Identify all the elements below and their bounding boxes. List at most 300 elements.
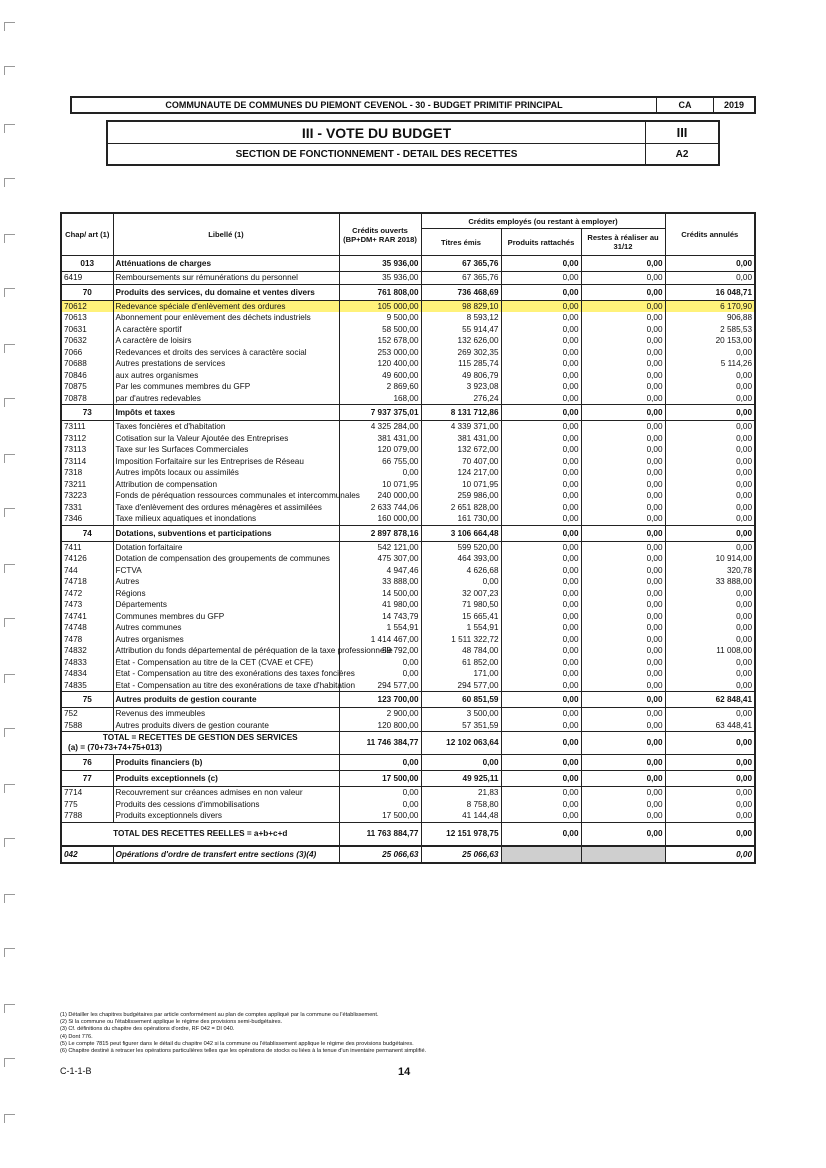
amount-produits: 0,00: [501, 490, 581, 502]
account-label: Taxes foncières et d'habitation: [113, 421, 339, 433]
amount-ouverts: 542 121,00: [339, 541, 421, 553]
account-code: 7411: [61, 541, 113, 553]
account-code: 6419: [61, 272, 113, 285]
binder-mark: [4, 288, 15, 297]
amount-titres: 48 784,00: [421, 645, 501, 657]
amount-restes: 0,00: [581, 771, 665, 787]
account-code: 70631: [61, 324, 113, 336]
amount-annules: 0,00: [665, 634, 755, 646]
account-label: Cotisation sur la Valeur Ajoutée des Entreprises: [113, 433, 339, 445]
account-label: Remboursements sur rémunérations du personnel: [113, 272, 339, 285]
amount-titres: 8 131 712,86: [421, 405, 501, 421]
amount-restes: 0,00: [581, 720, 665, 732]
table-row: [61, 513, 755, 525]
amount-produits: 0,00: [501, 381, 581, 393]
amount-annules: 0,00: [665, 444, 755, 456]
amount-titres: 67 365,76: [421, 256, 501, 272]
amount-restes: 0,00: [581, 565, 665, 577]
amount-restes: 0,00: [581, 599, 665, 611]
amount-annules: 0,00: [665, 405, 755, 421]
amount-titres: 32 007,23: [421, 588, 501, 600]
budget-title: COMMUNAUTE DE COMMUNES DU PIEMONT CEVENOL - 30 - BUDGET PRIMITIF PRINCIPAL: [165, 100, 563, 110]
table-row: [61, 553, 755, 565]
account-code: 73: [61, 405, 113, 421]
amount-restes: 0,00: [581, 822, 665, 846]
amount-restes: 0,00: [581, 467, 665, 479]
table-row: [61, 433, 755, 445]
amount-ouverts: 10 071,95: [339, 479, 421, 491]
amount-titres: 464 393,00: [421, 553, 501, 565]
amount-ouverts: 4 325 284,00: [339, 421, 421, 433]
amount-restes: 0,00: [581, 312, 665, 324]
account-code: 74834: [61, 668, 113, 680]
account-label: Taxe sur les Surfaces Commerciales: [113, 444, 339, 456]
amount-restes: 0,00: [581, 732, 665, 755]
table-row: [61, 272, 755, 285]
account-code: 74748: [61, 622, 113, 634]
amount-ouverts: 11 763 884,77: [339, 822, 421, 846]
amount-annules: 0,00: [665, 755, 755, 771]
amount-restes: 0,00: [581, 553, 665, 565]
footnote: (4) Dont 776.: [60, 1033, 93, 1040]
amount-restes: 0,00: [581, 421, 665, 433]
amount-titres: 2 651 828,00: [421, 502, 501, 514]
amount-restes: 0,00: [581, 622, 665, 634]
account-label: Atténuations de charges: [113, 256, 339, 272]
amount-titres: 1 554,91: [421, 622, 501, 634]
amount-restes: 0,00: [581, 335, 665, 347]
amount-restes: 0,00: [581, 444, 665, 456]
amount-ouverts: 294 577,00: [339, 680, 421, 692]
account-label: Fonds de péréquation ressources communales et intercommunales: [113, 490, 339, 502]
amount-produits: 0,00: [501, 370, 581, 382]
amount-annules: 0,00: [665, 513, 755, 525]
amount-ouverts: 35 936,00: [339, 272, 421, 285]
account-code: 7473: [61, 599, 113, 611]
amount-restes: 0,00: [581, 541, 665, 553]
total-label: [61, 822, 339, 846]
amount-annules: 0,00: [665, 732, 755, 755]
account-code: 7588: [61, 720, 113, 732]
amount-produits: 0,00: [501, 433, 581, 445]
amount-annules: 0,00: [665, 502, 755, 514]
table-row: [61, 810, 755, 822]
table-row: [61, 576, 755, 588]
amount-produits: 0,00: [501, 405, 581, 421]
account-label: Attribution du fonds départemental de péréquation de la taxe professionnelle: [113, 645, 339, 657]
amount-produits: 0,00: [501, 456, 581, 468]
account-label: Produits financiers (b): [113, 755, 339, 771]
account-label: Autres: [113, 576, 339, 588]
binder-mark: [4, 22, 15, 31]
table-row: [61, 421, 755, 433]
amount-produits: [501, 846, 581, 863]
amount-annules: 0,00: [665, 541, 755, 553]
amount-produits: 0,00: [501, 771, 581, 787]
account-code: 74718: [61, 576, 113, 588]
amount-titres: 171,00: [421, 668, 501, 680]
amount-ouverts: 475 307,00: [339, 553, 421, 565]
amount-titres: 3 500,00: [421, 708, 501, 720]
amount-titres: 70 407,00: [421, 456, 501, 468]
amount-annules: 33 888,00: [665, 576, 755, 588]
amount-ouverts: 2 869,60: [339, 381, 421, 393]
account-label: Départements: [113, 599, 339, 611]
table-row: [61, 799, 755, 811]
amount-ouverts: 120 800,00: [339, 720, 421, 732]
amount-produits: 0,00: [501, 513, 581, 525]
col-titres: Titres émis: [421, 229, 501, 256]
col-produits: Produits rattachés: [501, 229, 581, 256]
amount-restes: 0,00: [581, 456, 665, 468]
amount-annules: 0,00: [665, 611, 755, 623]
table-row: [61, 657, 755, 669]
amount-ouverts: 1 414 467,00: [339, 634, 421, 646]
amount-produits: 0,00: [501, 657, 581, 669]
amount-titres: 41 144,48: [421, 810, 501, 822]
amount-ouverts: 253 000,00: [339, 347, 421, 359]
amount-annules: 6 170,90: [665, 300, 755, 312]
amount-produits: 0,00: [501, 708, 581, 720]
account-label: Taxe milieux aquatiques et inondations: [113, 513, 339, 525]
total-formula: (a) = (70+73+74+75+013): [68, 743, 163, 752]
account-label: Produits des cessions d'immobilisations: [113, 799, 339, 811]
amount-produits: 0,00: [501, 335, 581, 347]
account-label: FCTVA: [113, 565, 339, 577]
amount-titres: 15 665,41: [421, 611, 501, 623]
binder-mark: [4, 674, 15, 683]
amount-produits: 0,00: [501, 324, 581, 336]
amount-ouverts: 105 000,00: [339, 300, 421, 312]
amount-titres: 55 914,47: [421, 324, 501, 336]
amount-ouverts: 2 897 878,16: [339, 525, 421, 541]
binder-mark: [4, 344, 15, 353]
amount-titres: 98 829,10: [421, 300, 501, 312]
amount-restes: 0,00: [581, 799, 665, 811]
amount-restes: 0,00: [581, 755, 665, 771]
table-row: [61, 256, 755, 272]
table-row: [61, 611, 755, 623]
subsection-code: A2: [645, 144, 718, 165]
amount-restes: 0,00: [581, 324, 665, 336]
account-label: Revenus des immeubles: [113, 708, 339, 720]
account-code: 70688: [61, 358, 113, 370]
total-label-line: TOTAL = RECETTES DE GESTION DES SERVICES: [102, 733, 298, 742]
amount-ouverts: 66 755,00: [339, 456, 421, 468]
amount-ouverts: 123 700,00: [339, 692, 421, 708]
amount-titres: 4 626,68: [421, 565, 501, 577]
footnote: (1) Détailler les chapitres budgétaires par article conformément au plan de comptes appliqué par la commune ou l'établissement.: [60, 1012, 379, 1018]
account-label: aux autres organismes: [113, 370, 339, 382]
amount-produits: 0,00: [501, 272, 581, 285]
table-row: [61, 405, 755, 421]
amount-restes: 0,00: [581, 272, 665, 285]
amount-annules: 11 008,00: [665, 645, 755, 657]
amount-produits: 0,00: [501, 611, 581, 623]
amount-produits: 0,00: [501, 810, 581, 822]
binder-mark: [4, 784, 15, 793]
amount-annules: 0,00: [665, 433, 755, 445]
col-chap: Chap/ art (1): [61, 213, 113, 256]
account-label: Redevance spéciale d'enlèvement des ordures: [113, 300, 339, 312]
footnotes: [60, 1012, 426, 1055]
binder-mark: [4, 618, 15, 627]
amount-produits: 0,00: [501, 692, 581, 708]
amount-restes: 0,00: [581, 381, 665, 393]
account-label: Imposition Forfaitaire sur les Entreprises de Réseau: [113, 456, 339, 468]
table-row: [61, 370, 755, 382]
account-code: 73114: [61, 456, 113, 468]
account-label: Dotations, subventions et participations: [113, 525, 339, 541]
account-label: A caractère de loisirs: [113, 335, 339, 347]
amount-titres: 269 302,35: [421, 347, 501, 359]
table-row: [61, 284, 755, 300]
amount-ouverts: 11 746 384,77: [339, 732, 421, 755]
account-code: 70846: [61, 370, 113, 382]
account-code: 73112: [61, 433, 113, 445]
account-label: Autres produits de gestion courante: [113, 692, 339, 708]
amount-ouverts: 35 936,00: [339, 256, 421, 272]
amount-annules: 0,00: [665, 599, 755, 611]
amount-titres: 381 431,00: [421, 433, 501, 445]
amount-annules: 0,00: [665, 490, 755, 502]
amount-titres: 259 986,00: [421, 490, 501, 502]
amount-ouverts: 0,00: [339, 668, 421, 680]
table-row: [61, 668, 755, 680]
binder-mark: [4, 564, 15, 573]
amount-titres: 115 285,74: [421, 358, 501, 370]
amount-annules: 0,00: [665, 680, 755, 692]
amount-titres: 71 980,50: [421, 599, 501, 611]
amount-produits: 0,00: [501, 525, 581, 541]
amount-annules: 0,00: [665, 657, 755, 669]
amount-annules: 63 448,41: [665, 720, 755, 732]
amount-restes: 0,00: [581, 692, 665, 708]
amount-ouverts: 120 079,00: [339, 444, 421, 456]
amount-produits: 0,00: [501, 680, 581, 692]
account-label: Produits exceptionnels divers: [113, 810, 339, 822]
amount-produits: 0,00: [501, 393, 581, 405]
amount-restes: 0,00: [581, 588, 665, 600]
account-label: par d'autres redevables: [113, 393, 339, 405]
form-code: C-1-1-B: [60, 1066, 92, 1076]
amount-ouverts: 9 500,00: [339, 312, 421, 324]
binder-mark: [4, 838, 15, 847]
account-code: 70612: [61, 300, 113, 312]
account-code: 775: [61, 799, 113, 811]
col-credits-employes: Crédits employés (ou restant à employer): [421, 213, 665, 229]
amount-annules: 5 114,26: [665, 358, 755, 370]
amount-ouverts: 17 500,00: [339, 810, 421, 822]
table-row: [61, 846, 755, 863]
table-row: [61, 444, 755, 456]
account-label: Par les communes membres du GFP: [113, 381, 339, 393]
amount-titres: 0,00: [421, 576, 501, 588]
amount-titres: 8 593,12: [421, 312, 501, 324]
amount-titres: 276,24: [421, 393, 501, 405]
account-label: Autres prestations de services: [113, 358, 339, 370]
amount-annules: 0,00: [665, 622, 755, 634]
account-label: Etat - Compensation au titre de la CET (CVAE et CFE): [113, 657, 339, 669]
amount-ouverts: 0,00: [339, 787, 421, 799]
amount-titres: 61 852,00: [421, 657, 501, 669]
binder-mark: [4, 894, 15, 903]
table-row: [61, 565, 755, 577]
col-libelle: Libellé (1): [113, 213, 339, 256]
amount-annules: 62 848,41: [665, 692, 755, 708]
amount-produits: 0,00: [501, 668, 581, 680]
account-code: 752: [61, 708, 113, 720]
amount-restes: 0,00: [581, 393, 665, 405]
amount-ouverts: 17 500,00: [339, 771, 421, 787]
account-code: 77: [61, 771, 113, 787]
account-code: 042: [61, 846, 113, 863]
account-label: Autres organismes: [113, 634, 339, 646]
account-code: 013: [61, 256, 113, 272]
account-code: 74832: [61, 645, 113, 657]
table-row: [61, 732, 755, 755]
col-credits-annules: Crédits annulés: [665, 213, 755, 256]
section-code: III: [645, 122, 718, 143]
amount-titres: 0,00: [421, 755, 501, 771]
amount-ouverts: 14 743,79: [339, 611, 421, 623]
account-label: Etat - Compensation au titre des exonérations de taxe d'habitation: [113, 680, 339, 692]
amount-restes: 0,00: [581, 358, 665, 370]
amount-restes: 0,00: [581, 634, 665, 646]
recettes-table: [60, 212, 756, 864]
account-code: 7066: [61, 347, 113, 359]
account-code: 76: [61, 755, 113, 771]
amount-titres: 12 151 978,75: [421, 822, 501, 846]
subsection-title: SECTION DE FONCTIONNEMENT - DETAIL DES RECETTES: [235, 149, 518, 160]
table-row: [61, 708, 755, 720]
account-label: Dotation forfaitaire: [113, 541, 339, 553]
amount-annules: 0,00: [665, 467, 755, 479]
doc-type: CA: [656, 98, 713, 112]
account-code: 7318: [61, 467, 113, 479]
binder-mark: [4, 124, 15, 133]
amount-produits: 0,00: [501, 256, 581, 272]
account-label: Régions: [113, 588, 339, 600]
amount-produits: 0,00: [501, 645, 581, 657]
total-label: [61, 732, 339, 755]
table-row: [61, 381, 755, 393]
amount-annules: 0,00: [665, 393, 755, 405]
amount-titres: 1 511 322,72: [421, 634, 501, 646]
amount-ouverts: 14 500,00: [339, 588, 421, 600]
account-label: Recouvrement sur créances admises en non valeur: [113, 787, 339, 799]
amount-ouverts: 120 400,00: [339, 358, 421, 370]
account-code: 70875: [61, 381, 113, 393]
binder-mark: [4, 178, 15, 187]
table-row: [61, 300, 755, 312]
table-row: [61, 720, 755, 732]
amount-ouverts: 49 600,00: [339, 370, 421, 382]
amount-annules: 0,00: [665, 272, 755, 285]
amount-restes: 0,00: [581, 525, 665, 541]
amount-titres: 294 577,00: [421, 680, 501, 692]
amount-titres: 599 520,00: [421, 541, 501, 553]
amount-produits: 0,00: [501, 541, 581, 553]
amount-ouverts: 240 000,00: [339, 490, 421, 502]
table-row: [61, 599, 755, 611]
amount-produits: 0,00: [501, 467, 581, 479]
amount-annules: 0,00: [665, 668, 755, 680]
amount-ouverts: 25 066,63: [339, 846, 421, 863]
amount-produits: 0,00: [501, 300, 581, 312]
amount-ouverts: 58 500,00: [339, 324, 421, 336]
binder-mark: [4, 508, 15, 517]
account-code: 74126: [61, 553, 113, 565]
table-row: [61, 541, 755, 553]
amount-titres: 124 217,00: [421, 467, 501, 479]
amount-annules: 0,00: [665, 525, 755, 541]
table-row: [61, 525, 755, 541]
amount-titres: 21,83: [421, 787, 501, 799]
amount-produits: 0,00: [501, 599, 581, 611]
amount-restes: 0,00: [581, 479, 665, 491]
amount-restes: 0,00: [581, 256, 665, 272]
amount-restes: [581, 846, 665, 863]
binder-mark: [4, 728, 15, 737]
amount-titres: 132 626,00: [421, 335, 501, 347]
amount-ouverts: 1 554,91: [339, 622, 421, 634]
amount-ouverts: 7 937 375,01: [339, 405, 421, 421]
account-label: Opérations d'ordre de transfert entre sections (3)(4): [113, 846, 339, 863]
account-code: 70613: [61, 312, 113, 324]
amount-restes: 0,00: [581, 576, 665, 588]
amount-produits: 0,00: [501, 284, 581, 300]
table-row: [61, 479, 755, 491]
amount-ouverts: 0,00: [339, 799, 421, 811]
amount-restes: 0,00: [581, 433, 665, 445]
amount-restes: 0,00: [581, 370, 665, 382]
account-label: Etat - Compensation au titre des exonérations des taxes foncières: [113, 668, 339, 680]
amount-restes: 0,00: [581, 611, 665, 623]
amount-restes: 0,00: [581, 708, 665, 720]
amount-produits: 0,00: [501, 755, 581, 771]
account-code: 744: [61, 565, 113, 577]
amount-restes: 0,00: [581, 787, 665, 799]
amount-produits: 0,00: [501, 358, 581, 370]
amount-annules: 10 914,00: [665, 553, 755, 565]
account-label: Abonnement pour enlèvement des déchets industriels: [113, 312, 339, 324]
amount-titres: 10 071,95: [421, 479, 501, 491]
amount-annules: 0,00: [665, 810, 755, 822]
amount-annules: 0,00: [665, 588, 755, 600]
amount-annules: 0,00: [665, 370, 755, 382]
account-label: Dotation de compensation des groupements de communes: [113, 553, 339, 565]
amount-titres: 12 102 063,64: [421, 732, 501, 755]
table-row: [61, 335, 755, 347]
account-code: 73111: [61, 421, 113, 433]
budget-year: 2019: [713, 98, 754, 112]
amount-produits: 0,00: [501, 732, 581, 755]
section-header: [106, 120, 720, 166]
amount-annules: 0,00: [665, 787, 755, 799]
amount-produits: 0,00: [501, 622, 581, 634]
account-code: 7346: [61, 513, 113, 525]
account-label: Autres impôts locaux ou assimilés: [113, 467, 339, 479]
amount-annules: 320,78: [665, 565, 755, 577]
amount-ouverts: 0,00: [339, 755, 421, 771]
amount-annules: 2 585,53: [665, 324, 755, 336]
amount-titres: 4 339 371,00: [421, 421, 501, 433]
table-row: [61, 312, 755, 324]
amount-titres: 25 066,63: [421, 846, 501, 863]
table-body: [61, 256, 755, 863]
account-code: 7478: [61, 634, 113, 646]
